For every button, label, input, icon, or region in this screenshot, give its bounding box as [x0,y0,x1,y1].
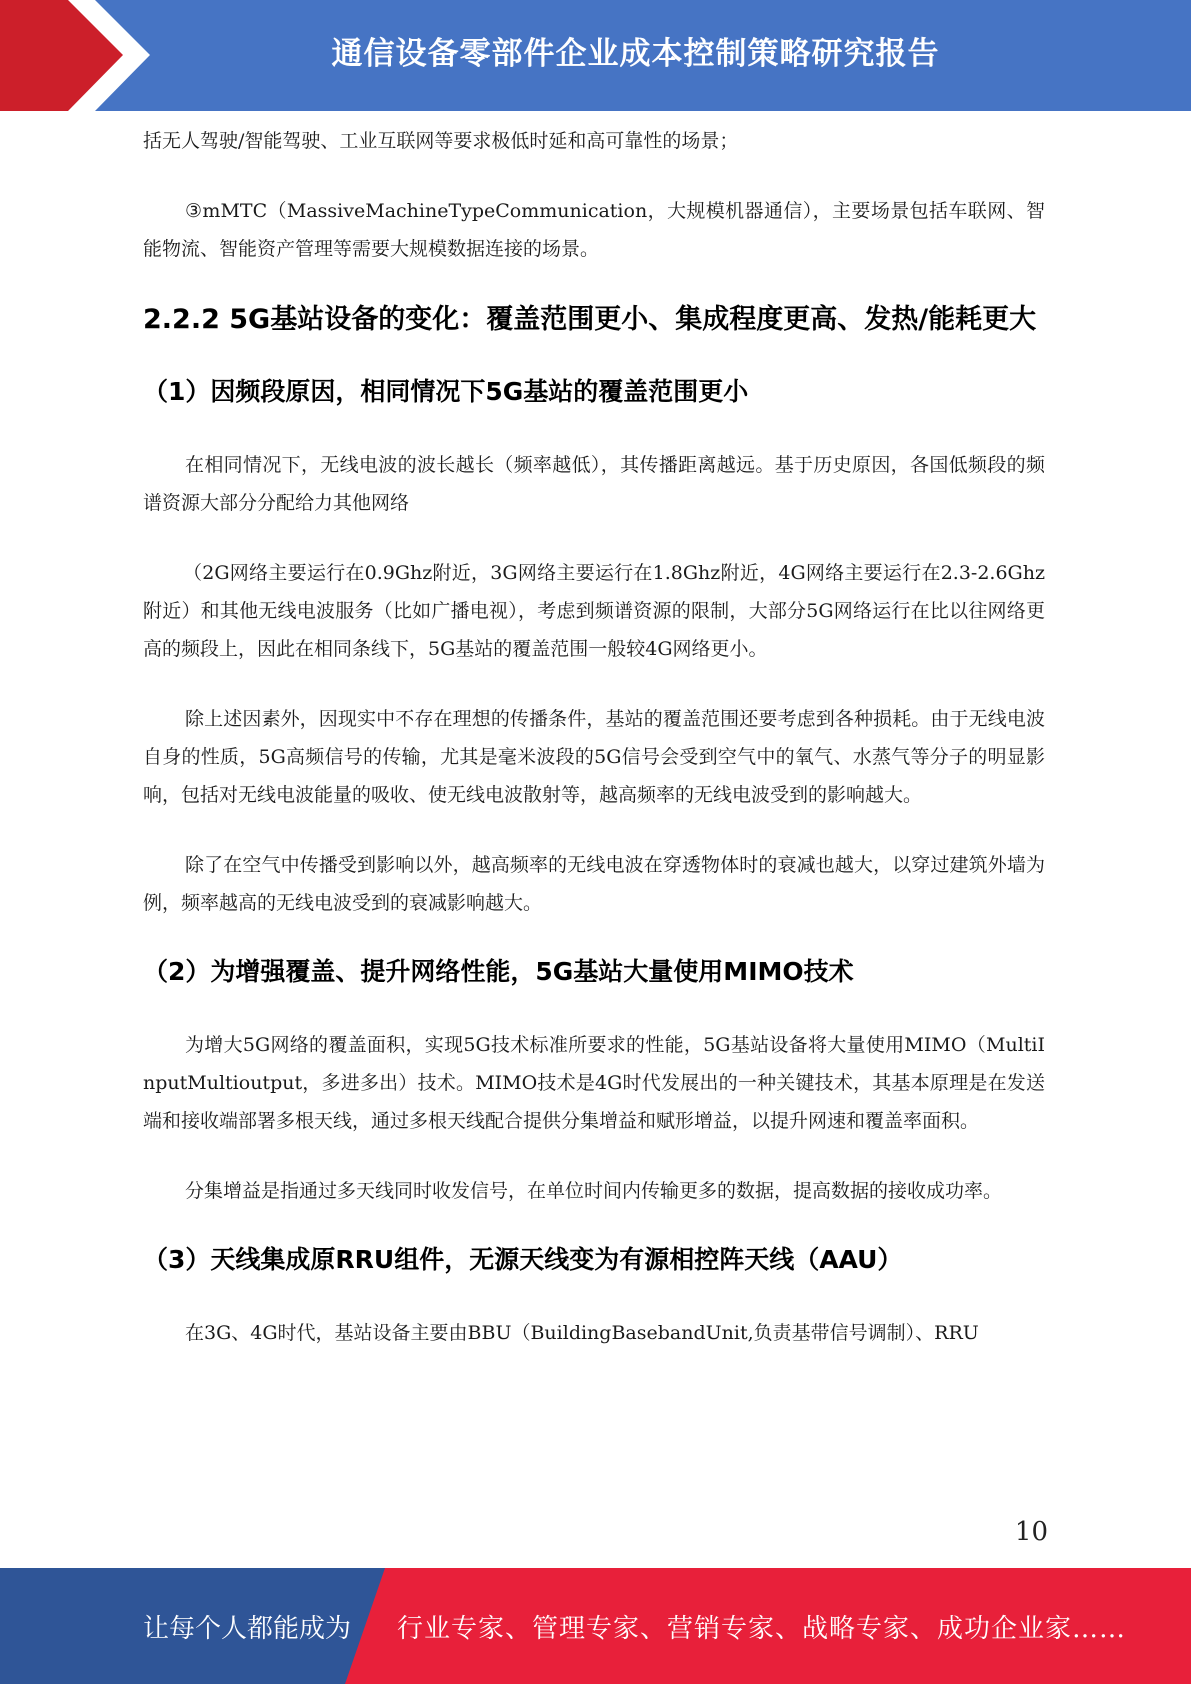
page-number: 10 [1014,1517,1048,1547]
page-footer [0,1568,1191,1684]
report-title: 通信设备零部件企业成本控制策略研究报告 [331,35,940,72]
subsection-heading: （2）为增强覆盖、提升网络性能，5G基站大量使用MIMO技术 [143,957,854,986]
chevron-icon [0,0,150,111]
footer-tagline: 行业专家、管理专家、营销专家、战略专家、成功企业家…… [397,1613,1127,1644]
paragraph: ③mMTC（MassiveMachineTypeCommunication，大规模机器通信），主要场景包括车联网、智能物流、智能资产管理等需要大规模数据连接的场景。 [143,200,1045,260]
paragraph: 除了在空气中传播受到影响以外，越高频率的无线电波在穿透物体时的衰减也越大，以穿过建筑外墙为例，频率越高的无线电波受到的衰减影响越大。 [143,854,1045,914]
document-body [143,122,1045,1384]
paragraph: 在3G、4G时代，基站设备主要由BBU（BuildingBasebandUnit,负责基带信号调制）、RRU [185,1322,979,1344]
paragraph: 为增大5G网络的覆盖面积，实现5G技术标准所要求的性能，5G基站设备将大量使用MIMO（MultiInputMultioutput，多进多出）技术。MIMO技术是4G时代发展出的一种关键技术，其基本原理是在发送端和接收端部署多根天线，通过多根天线配合提供分集增益和赋形增益，以提升网速和覆盖率面积。 [143,1034,1045,1132]
section-heading: 2.2.2 5G基站设备的变化：覆盖范围更小、集成程度更高、发热/能耗更大 [143,304,1037,335]
subsection-heading: （1）因频段原因，相同情况下5G基站的覆盖范围更小 [143,377,749,406]
paragraph: 除上述因素外，因现实中不存在理想的传播条件，基站的覆盖范围还要考虑到各种损耗。由于无线电波自身的性质，5G高频信号的传输，尤其是毫米波段的5G信号会受到空气中的氧气、水蒸气等分子的明显影响，包括对无线电波能量的吸收、使无线电波散射等，越高频率的无线电波受到的影响越大。 [143,708,1045,806]
footer-slogan: 让每个人都能成为 [143,1613,352,1644]
subsection-heading: （3）天线集成原RRU组件，无源天线变为有源相控阵天线（AAU） [143,1245,903,1274]
paragraph: 在相同情况下，无线电波的波长越长（频率越低），其传播距离越远。基于历史原因，各国低频段的频谱资源大部分分配给力其他网络 [143,454,1045,514]
paragraph: 分集增益是指通过多天线同时收发信号，在单位时间内传输更多的数据，提高数据的接收成功率。 [185,1180,1003,1202]
paragraph: （2G网络主要运行在0.9Ghz附近，3G网络主要运行在1.8Ghz附近，4G网络主要运行在2.3-2.6Ghz附近）和其他无线电波服务（比如广播电视），考虑到频谱资源的限制，大部分5G网络运行在比以往网络更高的频段上，因此在相同条线下，5G基站的覆盖范围一般较4G网络更小。 [143,562,1045,660]
page-header [0,0,1191,111]
paragraph: 括无人驾驶/智能驾驶、工业互联网等要求极低时延和高可靠性的场景； [143,130,739,152]
